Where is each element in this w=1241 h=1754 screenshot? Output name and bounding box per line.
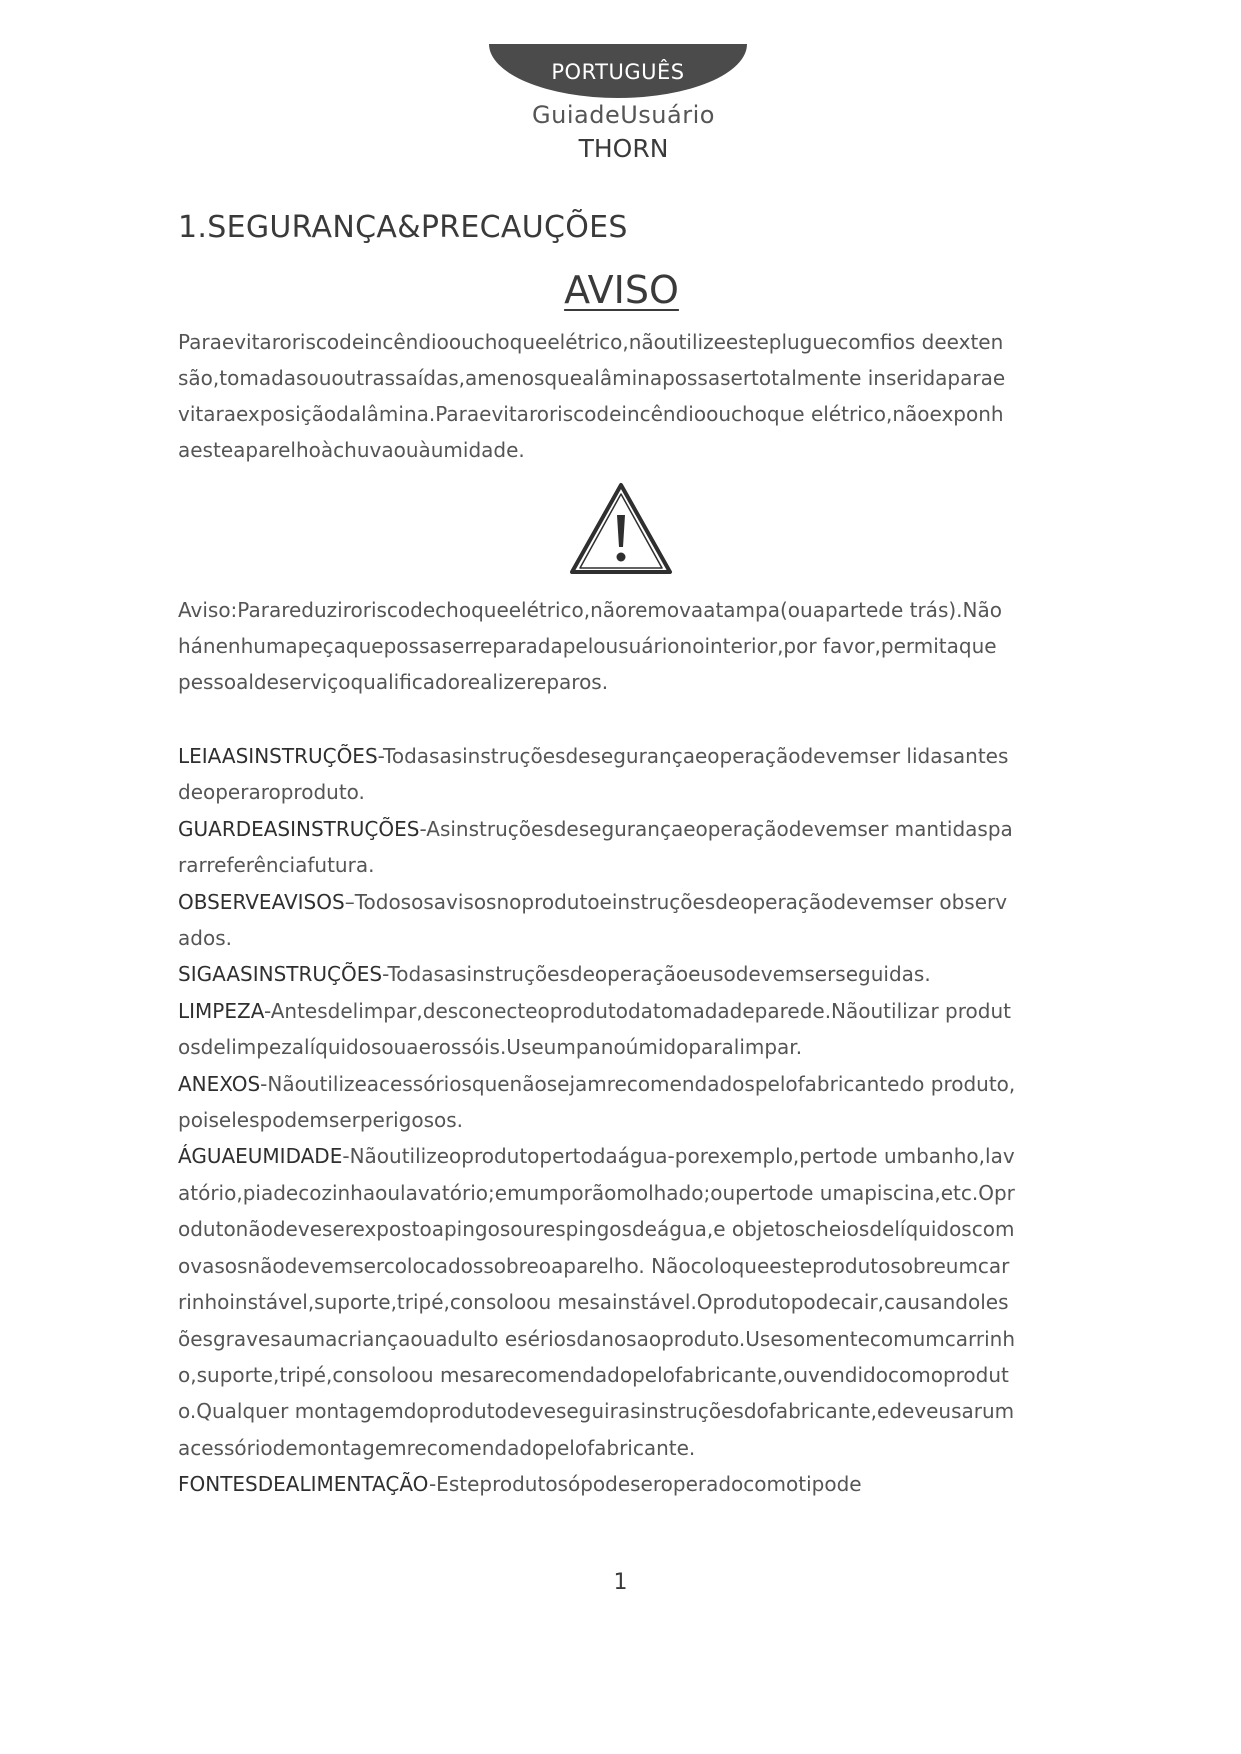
notice-paragraph: Aviso:Parareduziroriscodechoqueelétrico,nãoremovaatampa(ouapartede trás).Nãohánenhumapeçaquepossaserreparadapelousuárionointerior,por favor,permitaquepessoaldeserviçoqualificadorealizereparos. [178, 598, 1002, 694]
instruction-keyword: ÁGUAEUMIDADE [178, 1144, 343, 1169]
instruction-text: -Esteprodutosópodeseroperadocomotipode [428, 1472, 862, 1497]
guide-title: GuiadeUsuário [532, 101, 715, 129]
instruction-item [178, 1066, 1016, 1139]
instruction-item [178, 738, 1016, 811]
instruction-text: -Nãoutilizeoprodutopertodaágua-porexemplo,pertode umbanho,lavatório,piadecozinhaoulavatório;emumporãomolhado;oupertode umapiscina,etc.Oprodutonãodeveserexpostoapingosourespingosdeágua,e objetoscheiosdelíquidoscomovasosnãodevemsercolocadossobreoaparelho. Nãocoloqueesteprodutosobreumcarrinhoinstável,suporte,tripé,consoloou mesainstável.Oprodutopodecair,causandolesõesgravesaumacriançaouadulto esériosdanosaoproduto.Usesomentecomumcarrinho,suporte,tripé,consoloou mesarecomendadopelofabricante,ouvendidocomoproduto.Qualquer montagemdoprodutodeveseguirasinstruçõesdofabricante,edeveusarum acessóriodemontagemrecomendadopelofabricante. [178, 1144, 1016, 1460]
instruction-keyword: SIGAASINSTRUÇÕES [178, 962, 383, 987]
instruction-keyword: LEIAASINSTRUÇÕES [178, 744, 378, 768]
instruction-text: -Todasasinstruçõesdeoperaçãoeusodevemserseguidas. [382, 962, 931, 987]
instruction-keyword: ANEXOS [178, 1071, 261, 1096]
warning-heading: AVISO [564, 268, 679, 312]
instruction-item [178, 1466, 1016, 1502]
instruction-keyword: OBSERVEAVISOS [178, 889, 345, 914]
language-tab [489, 44, 747, 98]
instruction-keyword: LIMPEZA [178, 998, 264, 1023]
instruction-text: -Todasasinstruçõesdesegurançaeoperaçãodevemser lidasantesdeoperaroproduto. [178, 744, 1009, 805]
warning-triangle-icon [568, 481, 674, 577]
instruction-item [178, 1138, 1016, 1466]
instruction-keyword: GUARDEASINSTRUÇÕES [178, 816, 420, 841]
instruction-item [178, 811, 1016, 884]
product-name: THORN [578, 134, 669, 163]
instruction-keyword: FONTESDEALIMENTAÇÃO [178, 1472, 429, 1497]
instruction-item [178, 884, 1016, 957]
instruction-text: -Asinstruçõesdesegurançaeoperaçãodevemser mantidaspararreferênciafutura. [178, 816, 1013, 878]
instructions-list [178, 738, 1016, 1503]
instruction-item [178, 993, 1016, 1066]
language-label: PORTUGUÊS [551, 60, 685, 84]
section-heading: 1.SEGURANÇA&PRECAUÇÕES [178, 210, 628, 245]
instruction-text: -Nãoutilizeacessóriosquenãosejamrecomendadospelofabricantedo produto,poiselespodemserperigosos. [178, 1071, 1016, 1133]
warning-paragraph: Paraevitaroriscodeincêndioouchoqueelétrico,nãoutilizeestepluguecomfios deextensão,tomadasououtrassaídas,amenosquealâminapossasertotalmente inseridaparaevitaraexposiçãodalâmina.Paraevitaroriscodeincêndioouchoque elétrico,nãoexponhaesteaparelhoàchuvaouàumidade. [178, 330, 1006, 462]
instruction-item [178, 956, 1016, 992]
instruction-text: -Antesdelimpar,desconecteoprodutodatomadadeparede.Nãoutilizar produtosdelimpezalíquidosouaerossóis.Useumpanoúmidoparalimpar. [178, 998, 1011, 1060]
page-number: 1 [613, 1570, 628, 1595]
instruction-text: –Todososavisosnoprodutoeinstruçõesdeoperaçãodevemser observados. [178, 889, 1008, 951]
